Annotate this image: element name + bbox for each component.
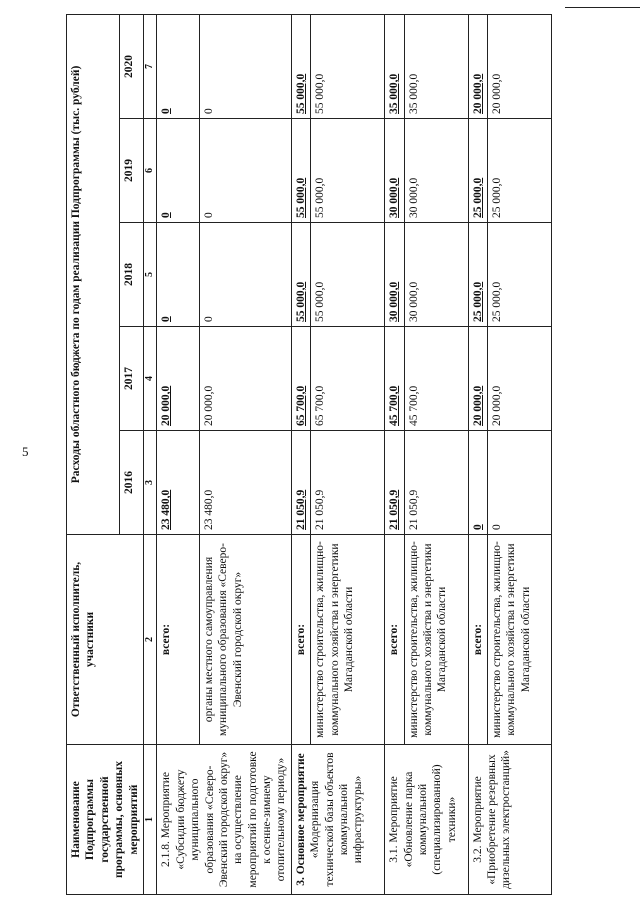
executor-value: 20 000,0 [487,14,551,118]
total-value: 25 000,0 [468,119,487,223]
total-label: всего: [157,535,200,745]
program-expenses-table [66,14,552,895]
total-value: 20 000,0 [468,327,487,431]
total-value: 0 [157,223,200,327]
table-row-name [291,745,384,895]
total-value: 0 [157,14,200,118]
total-value: 20 000,0 [468,14,487,118]
total-value: 25 000,0 [468,223,487,327]
executor-value: 0 [487,431,551,535]
total-value: 55 000,0 [291,14,310,118]
total-value: 30 000,0 [385,119,404,223]
header-year: 2020 [119,14,143,118]
executor-value: 35 000,0 [404,14,468,118]
column-index: 4 [143,327,157,431]
header-name: Наименование Подпрограммы государственной программы, основных мероприятий [67,745,144,895]
column-index: 5 [143,223,157,327]
executor-value: 0 [200,119,292,223]
column-index: 1 [143,745,157,895]
header-year: 2017 [119,327,143,431]
total-value: 30 000,0 [385,223,404,327]
table-row-name: 3.2. Мероприятие «Приобретение резервных дизельных электростанций» [468,745,551,895]
executor-value: 30 000,0 [404,119,468,223]
executor-value: 55 000,0 [311,223,385,327]
total-value: 45 700,0 [385,327,404,431]
main-activity-text: «Модернизация технической базы объектов коммунальной инфраструктуры» [309,752,365,887]
total-value: 0 [157,119,200,223]
total-value: 21 050,9 [291,431,310,535]
total-value: 55 000,0 [291,119,310,223]
total-label: всего: [291,535,310,745]
header-year: 2018 [119,223,143,327]
executor-value: 0 [200,223,292,327]
top-rule [565,7,640,8]
executor-value: 0 [200,14,292,118]
executor-value: 23 480,0 [200,431,292,535]
executor-value: 45 700,0 [404,327,468,431]
header-expenses: Расходы областного бюджета по годам реализации Подпрограммы (тыс. рублей) [67,14,120,534]
page-number: 5 [22,444,29,459]
table-row-name: 3.1. Мероприятие «Обновление парка коммунальной (специализированной) техники» [385,745,468,895]
total-value: 0 [468,431,487,535]
executor-value: 55 000,0 [311,14,385,118]
executor: министерство строительства, жилищно-коммунального хозяйства и энергетики Магаданской области [487,535,551,745]
executor-value: 25 000,0 [487,119,551,223]
header-executor: Ответственный исполнитель, участники [67,535,144,745]
rotated-table-sheet [66,15,606,895]
executor-value: 21 050,9 [311,431,385,535]
executor-value: 21 050,9 [404,431,468,535]
total-value: 21 050,9 [385,431,404,535]
column-index: 6 [143,119,157,223]
executor-value: 55 000,0 [311,119,385,223]
column-index: 3 [143,431,157,535]
total-value: 65 700,0 [291,327,310,431]
total-value: 55 000,0 [291,223,310,327]
column-index: 7 [143,14,157,118]
executor-value: 25 000,0 [487,223,551,327]
header-year: 2019 [119,119,143,223]
total-label: всего: [385,535,404,745]
executor-value: 20 000,0 [200,327,292,431]
total-value: 23 480,0 [157,431,200,535]
main-activity-title: 3. Основное мероприятие [294,753,307,886]
executor: органы местного самоуправления муниципального образования «Северо-Эвенский городской округ» [200,535,292,745]
executor-value: 30 000,0 [404,223,468,327]
executor-value: 65 700,0 [311,327,385,431]
executor: министерство строительства, жилищно-коммунального хозяйства и энергетики Магаданской области [311,535,385,745]
executor-value: 20 000,0 [487,327,551,431]
executor: министерство строительства, жилищно-коммунального хозяйства и энергетики Магаданской области [404,535,468,745]
total-label: всего: [468,535,487,745]
total-value: 20 000,0 [157,327,200,431]
column-index: 2 [143,535,157,745]
table-row-name: 2.1.8. Мероприятие «Субсидии бюджету муниципального образования «Северо-Эвенский городской округ» на осуществление мероприятий по подготовке к осенне-зимнему отопительному периоду» [157,745,291,895]
total-value: 35 000,0 [385,14,404,118]
header-year: 2016 [119,431,143,535]
